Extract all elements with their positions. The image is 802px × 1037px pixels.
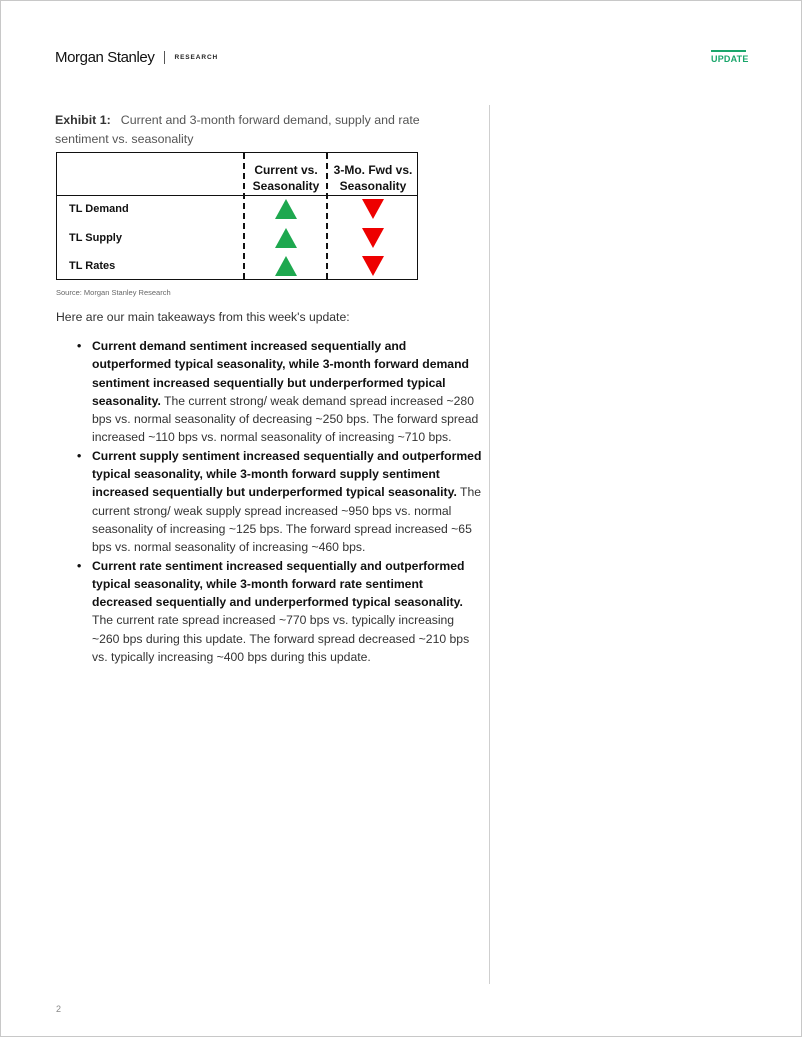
brand-section: RESEARCH (174, 54, 219, 61)
bullet-dot-icon: • (77, 558, 82, 573)
header-brand (55, 49, 218, 66)
bullet-text: The current strong/ weak supply spread increased ~950 bps vs. normal seasonality of increasing ~125 bps. The forward spread increased ~65 bps vs. normal seasonality of increasing ~460 bps. (92, 485, 482, 555)
col-header-forward-line1: 3-Mo. Fwd vs. (333, 163, 413, 177)
update-tag: UPDATE (711, 50, 746, 64)
bullet-bold: Current demand sentiment increased sequentially and outperformed typical seasonality, while 3-month forward demand sentiment increased sequentially but underperformed typical seasonality. (92, 339, 469, 408)
page-number: 2 (56, 1004, 62, 1014)
brand-divider (164, 51, 165, 64)
arrow-down-icon-tl-rates-forward (362, 256, 384, 276)
col-header-current-line2: Seasonality (252, 179, 320, 193)
row-label-demand: TL Demand (69, 203, 129, 215)
bullet-text: The current rate spread increased ~770 bps vs. typically increasing ~260 bps during this update. The forward spread decreased ~210 bps vs. typically increasing ~400 bps during this update. (92, 613, 470, 665)
col-header-current (245, 162, 327, 194)
arrow-down-icon-tl-supply-forward (362, 228, 384, 248)
list-item (74, 557, 484, 667)
exhibit-caption (55, 111, 475, 149)
brand-logo: Morgan Stanley (55, 49, 155, 66)
column-divider (489, 105, 490, 984)
exhibit-label: Exhibit 1: (55, 113, 111, 127)
bullet-dot-icon: • (77, 339, 82, 353)
col-header-forward (328, 162, 418, 194)
arrow-down-icon-tl-demand-forward (362, 199, 384, 219)
table-header-rule (57, 195, 417, 196)
arrow-up-icon-tl-supply-current (275, 228, 297, 248)
row-label-supply: TL Supply (69, 232, 122, 244)
source-note: Source: Morgan Stanley Research (56, 288, 171, 297)
exhibit-title: Current and 3-month forward demand, supply and rate sentiment vs. seasonality (55, 113, 420, 146)
intro-text: Here are our main takeaways from this week's update: (56, 310, 350, 324)
row-label-rates: TL Rates (69, 260, 116, 272)
list-item (74, 337, 484, 447)
takeaways-list (74, 337, 484, 666)
col-header-current-line1: Current vs. (254, 163, 318, 177)
arrow-up-icon-tl-rates-current (275, 256, 297, 276)
bullet-bold: Current supply sentiment increased sequentially and outperformed typical seasonality, while 3-month forward supply sentiment increased sequentially but underperformed typical seasonality. (92, 448, 482, 500)
sentiment-table (56, 152, 418, 280)
bullet-dot-icon: • (77, 448, 82, 463)
list-item (74, 447, 484, 557)
arrow-up-icon-tl-demand-current (275, 199, 297, 219)
bullet-text: The current strong/ weak demand spread increased ~280 bps vs. normal seasonality of decreasing ~250 bps. The forward spread increased ~110 bps vs. normal seasonality of increasing ~710 bps. (92, 393, 479, 445)
col-header-forward-line2: Seasonality (339, 179, 407, 193)
bullet-bold: Current rate sentiment increased sequentially and outperformed typical seasonality, while 3-month forward rate sentiment decreased sequentially and underperformed typical seasonality. (92, 558, 465, 610)
